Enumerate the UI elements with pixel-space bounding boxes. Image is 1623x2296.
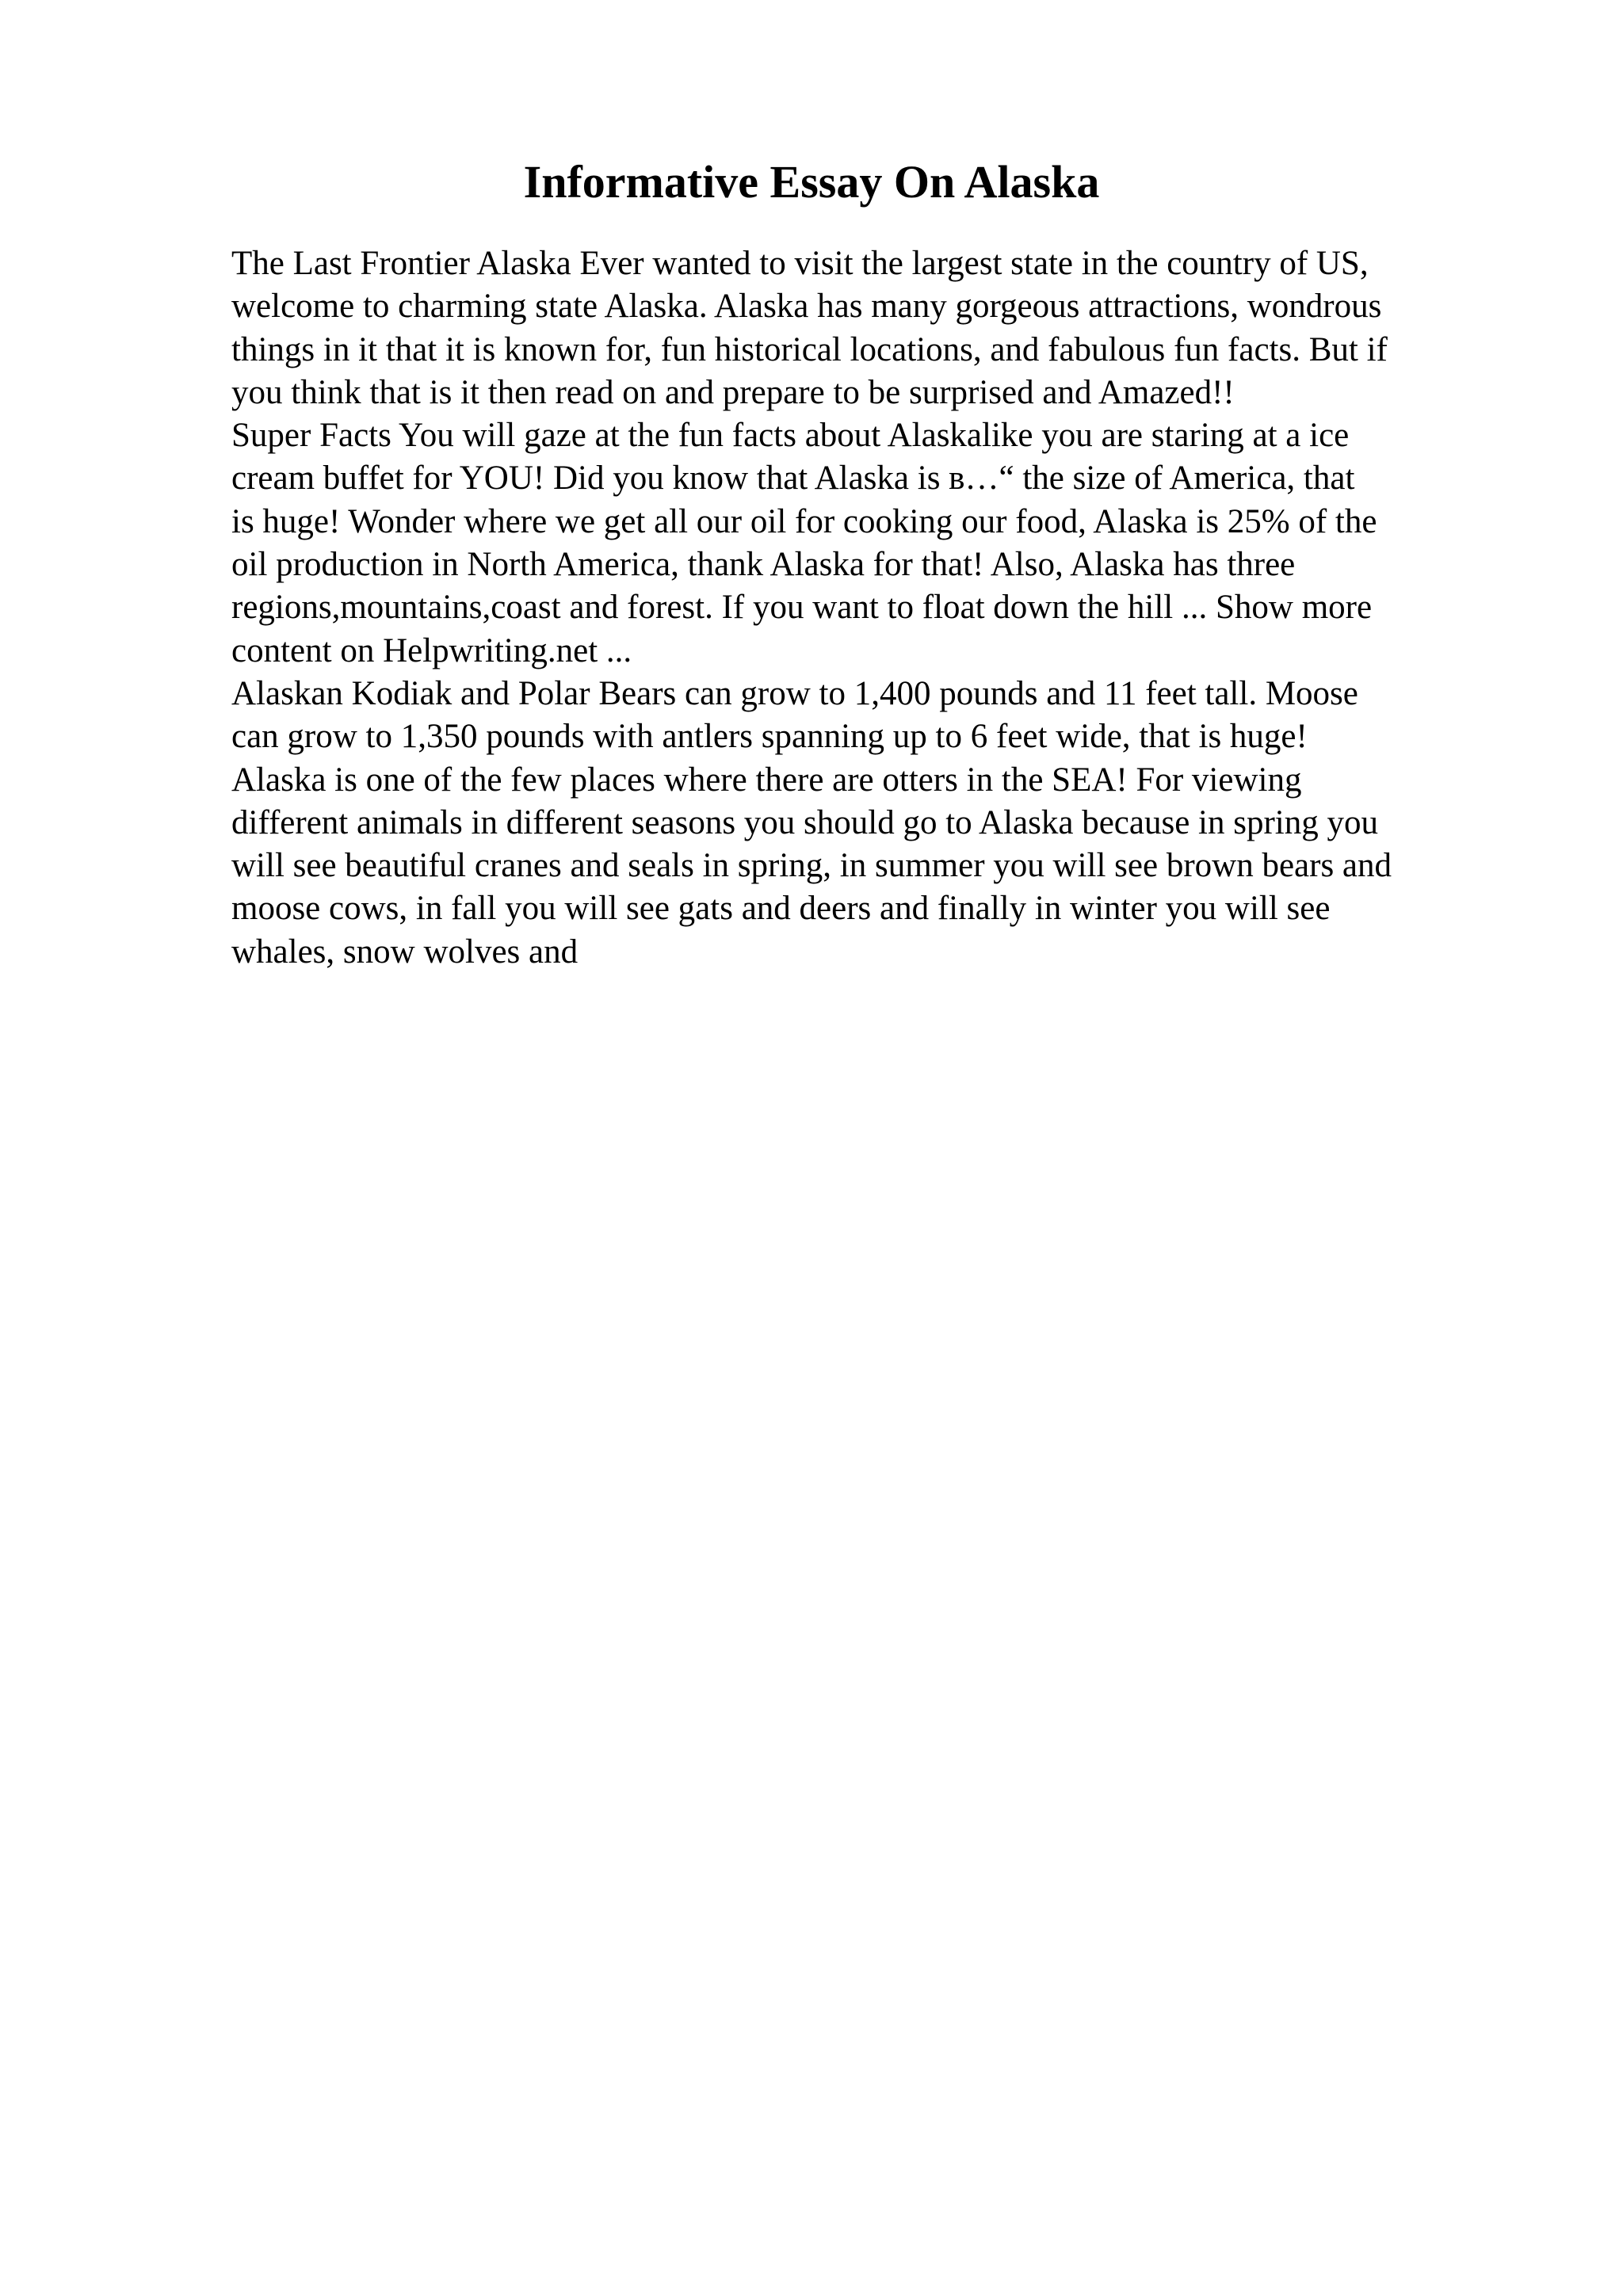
text-line: regions,mountains,coast and forest. If you want to float down the hill ... Show more — [231, 589, 1373, 627]
text-line: Alaska is one of the few places where there are otters in the SEA! For viewing — [231, 761, 1302, 799]
text-line: Alaskan Kodiak and Polar Bears can grow to 1,400 pounds and 11 feet tall. Moose — [231, 674, 1358, 712]
essay-body — [231, 242, 1515, 974]
text-line: whales, snow wolves and — [231, 933, 579, 971]
text-line: oil production in North America, thank Alaska for that! Also, Alaska has three — [231, 546, 1296, 584]
text-line: different animals in different seasons you should go to Alaska because in spring you — [231, 803, 1378, 841]
text-line: you think that is it then read on and prepare to be surprised and Amazed!! — [231, 373, 1235, 411]
text-line: can grow to 1,350 pounds with antlers spanning up to 6 feet wide, that is huge! — [231, 718, 1308, 756]
text-line: things in it that it is known for, fun historical locations, and fabulous fun facts. But if — [231, 330, 1388, 368]
text-line: welcome to charming state Alaska. Alaska has many gorgeous attractions, wondrous — [231, 288, 1382, 326]
text-line: cream buffet for YOU! Did you know that Alaska is в…“ the size of America, that — [231, 460, 1355, 498]
text-line: will see beautiful cranes and seals in spring, in summer you will see brown bears and — [231, 847, 1392, 885]
text-line: content on Helpwriting.net ... — [231, 631, 632, 669]
text-line: moose cows, in fall you will see gats and deers and finally in winter you will see — [231, 890, 1331, 928]
text-line: is huge! Wonder where we get all our oil for cooking our food, Alaska is 25% of the — [231, 502, 1377, 540]
text-line: Super Facts You will gaze at the fun facts about Alaskalike you are staring at a ice — [231, 417, 1350, 455]
text-line: The Last Frontier Alaska Ever wanted to visit the largest state in the country of US, — [231, 245, 1369, 282]
document-title: Informative Essay On Alaska — [523, 156, 1100, 208]
